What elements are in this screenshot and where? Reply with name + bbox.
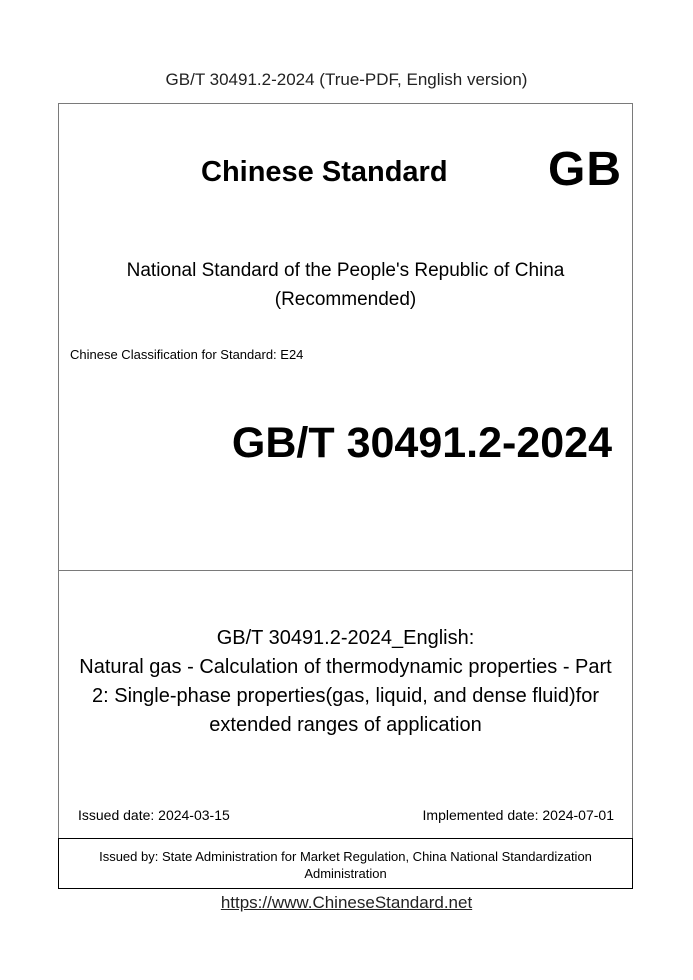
title-line-1: GB/T 30491.2-2024_English:: [216, 627, 475, 649]
national-line-2: (Recommended): [274, 289, 417, 310]
title-line-3: 2: Single-phase properties(gas, liquid, and dense fluid)for: [92, 685, 599, 707]
issued-date: Issued date: 2024-03-15: [78, 807, 230, 823]
implemented-date: Implemented date: 2024-07-01: [422, 807, 614, 823]
cover-frame: [58, 103, 633, 839]
title-line-2: Natural gas - Calculation of thermodynamic properties - Part: [79, 656, 612, 678]
gb-mark: GB: [548, 143, 622, 196]
issuer-line-2: Administration: [304, 866, 387, 881]
document-header: GB/T 30491.2-2024 (True-PDF, English version): [165, 70, 528, 89]
national-standard-heading: [59, 256, 632, 314]
issuer-box: [58, 838, 633, 889]
title-line-4: extended ranges of application: [209, 714, 482, 736]
website-link[interactable]: https://www.ChineseStandard.net: [220, 893, 473, 912]
cover-upper-section: [59, 104, 632, 571]
national-line-1: National Standard of the People's Republic of China: [126, 260, 565, 281]
standard-label: Chinese Standard: [201, 156, 448, 188]
document-title: [59, 624, 632, 740]
classification-text: Chinese Classification for Standard: E24: [70, 347, 304, 362]
issuer-line-1: Issued by: State Administration for Market Regulation, China National Standardization: [99, 849, 592, 864]
standard-number: GB/T 30491.2-2024: [231, 419, 612, 467]
